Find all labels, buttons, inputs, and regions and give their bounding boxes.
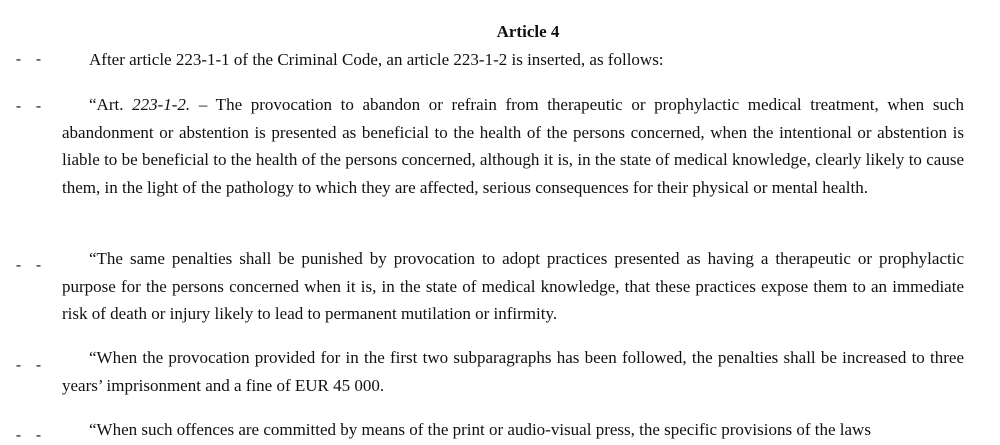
- paragraph-marker: - -: [14, 99, 45, 116]
- paragraph-text: After article 223-1-1 of the Criminal Code, an article 223-1-2 is inserted, as follows:: [89, 50, 664, 69]
- paragraph-intro: [62, 46, 964, 74]
- paragraph-increased-penalties: [62, 344, 964, 399]
- paragraph-same-penalties: [62, 245, 964, 328]
- paragraph-text: “When such offences are committed by means of the print or audio-visual press, the specific provisions of the laws: [89, 420, 871, 439]
- article-reference: 223-1-2.: [132, 95, 191, 114]
- article-title: Article 4: [496, 22, 560, 41]
- paragraph-marker: - -: [14, 358, 45, 375]
- paragraph-text: – The provocation to abandon or refrain from therapeutic or prophylactic medical treatment, when such abandonment or abstention is presented as beneficial to the health of the persons concerned, when the intentional or abstention is liable to be beneficial to the health of the persons concerned, although it is, in the state of medical knowledge, clearly likely to cause them, in the light of the pathology to which they are affected, serious consequences for their physical or mental health.: [62, 95, 964, 197]
- paragraph-marker: - -: [14, 428, 45, 445]
- paragraph-text: “The same penalties shall be punished by provocation to adopt practices presented as having a therapeutic or prophylactic purpose for the persons concerned when it is, in the state of medical knowledge, that these practices expose them to an immediate risk of death or injury likely to lead to permanent mutilation or infirmity.: [62, 249, 964, 323]
- paragraph-marker: - -: [14, 52, 45, 69]
- paragraph-text: “When the provocation provided for in the first two subparagraphs has been followed, the penalties shall be increased to three years’ imprisonment and a fine of EUR 45 000.: [62, 348, 964, 395]
- paragraph-article-text: [62, 91, 964, 201]
- paragraph-press-offences: [62, 416, 964, 444]
- paragraph-marker: - -: [14, 258, 45, 275]
- quote-prefix: “Art.: [89, 95, 133, 114]
